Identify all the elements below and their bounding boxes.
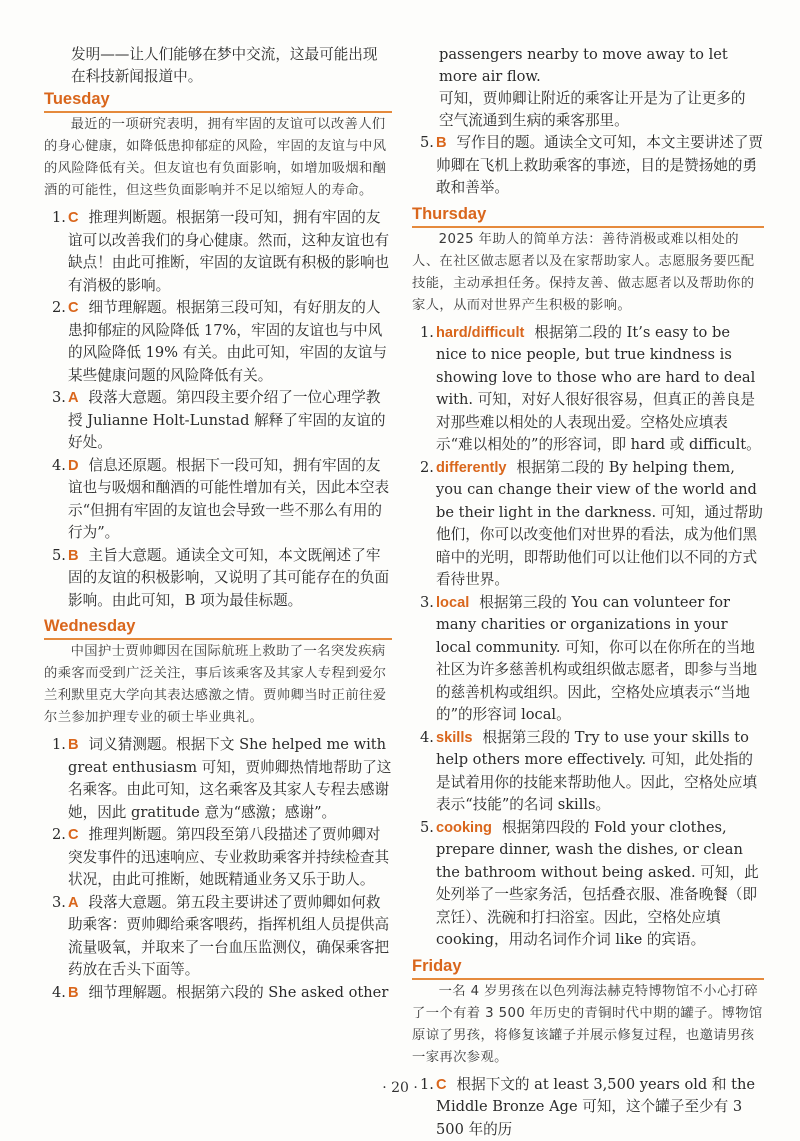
answer-key: C: [436, 1077, 447, 1093]
explanation: 根据第三段的 You can volunteer for many charities or organizations in your local community. 可知，你可以在你所在的当地社区为许多慈善机构或组织做志愿者，即参与当地的慈善机构或组织。因此，空格处应填表示“当地的”的形容词 local。: [436, 594, 757, 724]
answer-key: hard/difficult: [436, 325, 524, 341]
explanation: 细节理解题。根据第六段的 She asked other: [89, 984, 389, 1001]
item-number: 2.: [52, 824, 66, 847]
item-number: 2.: [52, 297, 66, 320]
answer-item: [412, 727, 764, 817]
answer-key: local: [436, 595, 469, 611]
section-heading-tuesday: Tuesday: [44, 88, 392, 113]
answer-key: skills: [436, 730, 473, 746]
explanation: 信息还原题。根据下一段可知，拥有牢固的友谊也与吸烟和酗酒的可能性增加有关，因此本空表示“但拥有牢固的友谊也会导致一些不那么有用的行为”。: [68, 457, 389, 542]
item-number: 4.: [52, 455, 66, 478]
explanation: 词义猜测题。根据下文 She helped me with great enthusiasm 可知，贾帅卿热情地帮助了这名乘客。由此可知，这名乘客及其家人专程去感谢她，因此 gratitude 意为“感激；感谢”。: [68, 736, 391, 821]
answer-key: cooking: [436, 820, 492, 836]
answer-key: D: [68, 458, 79, 474]
section-heading-wednesday: Wednesday: [44, 615, 392, 640]
section-intro-thursday: 2025 年助人的简单方法：善待消极或难以相处的人、在社区做志愿者以及在家帮助家人。志愿服务要匹配技能，主动承担任务。保持友善、做志愿者以及帮助你的家人，从而对世界产生积极的影响。: [412, 229, 764, 317]
answer-item: [412, 322, 764, 457]
answer-key: C: [68, 300, 79, 316]
answer-key: C: [68, 210, 79, 226]
page-number: · 20 ·: [0, 1080, 800, 1096]
answer-key: C: [68, 827, 79, 843]
explanation: 根据第二段的 It’s easy to be nice to nice people, but true kindness is showing love to those who are hard to deal with. 可知，对好人很好很容易，但真正的善良是对那些难以相处的人表现出爱。空格处应填表示“难以相处的”的形容词，即 hard 或 difficult。: [436, 324, 761, 454]
explanation: 段落大意题。第五段主要讲述了贾帅卿如何救助乘客：贾帅卿给乘客喂药，指挥机组人员提供高流量吸氧，并取来了一台血压监测仪，确保乘客把药放在舌头下面等。: [68, 894, 389, 979]
section-intro-wednesday: 中国护士贾帅卿因在国际航班上救助了一名突发疾病的乘客而受到广泛关注，事后该乘客及其家人专程到爱尔兰利默里克大学向其表达感激之情。贾帅卿当时正前往爱尔兰参加护理专业的硕士毕业典礼。: [44, 641, 392, 729]
continued-line: passengers nearby to move away to let more air flow.: [412, 44, 764, 88]
explanation: 主旨大意题。通读全文可知，本文既阐述了牢固的友谊的积极影响，又说明了其可能存在的负面影响。由此可知，B 项为最佳标题。: [68, 547, 389, 609]
item-number: 5.: [420, 132, 434, 155]
explanation: 推理判断题。第四段至第八段描述了贾帅卿对突发事件的迅速响应、专业救助乘客并持续检查其状况，由此可推断，她既精通业务又乐于助人。: [68, 826, 389, 888]
answer-item: [44, 824, 392, 892]
explanation: 根据第二段的 By helping them, you can change their view of the world and be their light in the darkness. 可知，通过帮助他们，你可以改变他们对世界的看法，成为他们黑暗中的光明，即帮助他们可以让他们以不同的方式看待世界。: [436, 459, 763, 589]
item-number: 2.: [420, 457, 434, 480]
item-number: 5.: [420, 817, 434, 840]
answer-key: differently: [436, 460, 507, 476]
answer-item: [44, 387, 392, 455]
answer-item: [412, 457, 764, 592]
answer-item: [412, 132, 764, 200]
item-number: 1.: [52, 734, 66, 757]
answer-item: [44, 545, 392, 613]
left-column: [44, 44, 392, 1004]
answer-key: B: [68, 737, 79, 753]
section-intro-tuesday: 最近的一项研究表明，拥有牢固的友谊可以改善人们的身心健康，如降低患抑郁症的风险，牢固的友谊与中风的风险降低有关。但友谊也有负面影响，如增加吸烟和酗酒的可能性，但这些负面影响并不足以缩短人的寿命。: [44, 114, 392, 202]
answer-key: B: [68, 548, 79, 564]
item-number: 4.: [420, 727, 434, 750]
item-number: 3.: [420, 592, 434, 615]
continued-line: 发明——让人们能够在梦中交流，这最可能出现: [44, 44, 392, 66]
item-number: 3.: [52, 892, 66, 915]
explanation: 根据下文的 at least 3,500 years old 和 the Middle Bronze Age 可知，这个罐子至少有 3 500 年的历: [436, 1076, 755, 1138]
section-intro-friday: 一名 4 岁男孩在以色列海法赫克特博物馆不小心打碎了一个有着 3 500 年历史的青铜时代中期的罐子。博物馆原谅了男孩，将修复该罐子并展示修复过程，也邀请男孩一家再次参观。: [412, 981, 764, 1069]
item-number: 1.: [420, 1074, 434, 1097]
item-number: 4.: [52, 982, 66, 1005]
answer-key: A: [68, 390, 79, 406]
answer-item: [412, 592, 764, 727]
continued-line: 空气流通到生病的乘客那里。: [412, 110, 764, 132]
continued-line: 在科技新闻报道中。: [44, 66, 392, 88]
explanation: 细节理解题。根据第三段可知，有好朋友的人患抑郁症的风险降低 17%，牢固的友谊也与中风的风险降低 19% 有关。由此可知，牢固的友谊与某些健康问题的风险降低有关。: [68, 299, 387, 384]
right-column: [412, 44, 764, 1141]
item-number: 5.: [52, 545, 66, 568]
item-number: 3.: [52, 387, 66, 410]
answer-item: [44, 734, 392, 824]
answer-item: [44, 982, 392, 1005]
answer-item: [44, 207, 392, 297]
answer-item: [44, 455, 392, 545]
item-number: 1.: [420, 322, 434, 345]
item-number: 1.: [52, 207, 66, 230]
explanation: 根据第三段的 Try to use your skills to help others more effectively. 可知，此处指的是试着用你的技能来帮助他人。因此，空格处应填表示“技能”的名词 skills。: [436, 729, 757, 814]
section-heading-thursday: Thursday: [412, 203, 764, 228]
answer-item: [44, 297, 392, 387]
answer-key: B: [436, 135, 447, 151]
answer-item: [44, 892, 392, 982]
section-heading-friday: Friday: [412, 955, 764, 980]
explanation: 根据第四段的 Fold your clothes, prepare dinner, wash the dishes, or clean the bathroom without being asked. 可知，此处列举了一些家务活，包括叠衣服、准备晚餐（即烹饪）、洗碗和打扫浴室。因此，空格处应填 cooking，用动名词作介词 like 的宾语。: [436, 819, 759, 949]
continued-line: 可知，贾帅卿让附近的乘客让开是为了让更多的: [412, 88, 764, 110]
answer-key: A: [68, 895, 79, 911]
explanation: 推理判断题。根据第一段可知，拥有牢固的友谊可以改善我们的身心健康。然而，这种友谊也有缺点！由此可推断，牢固的友谊既有积极的影响也有消极的影响。: [68, 209, 389, 294]
explanation: 写作目的题。通读全文可知，本文主要讲述了贾帅卿在飞机上救助乘客的事迹，目的是赞扬她的勇敢和善举。: [436, 134, 763, 196]
answer-item: [412, 817, 764, 952]
explanation: 段落大意题。第四段主要介绍了一位心理学教授 Julianne Holt-Lunstad 解释了牢固的友谊的好处。: [68, 389, 385, 451]
answer-key: B: [68, 985, 79, 1001]
